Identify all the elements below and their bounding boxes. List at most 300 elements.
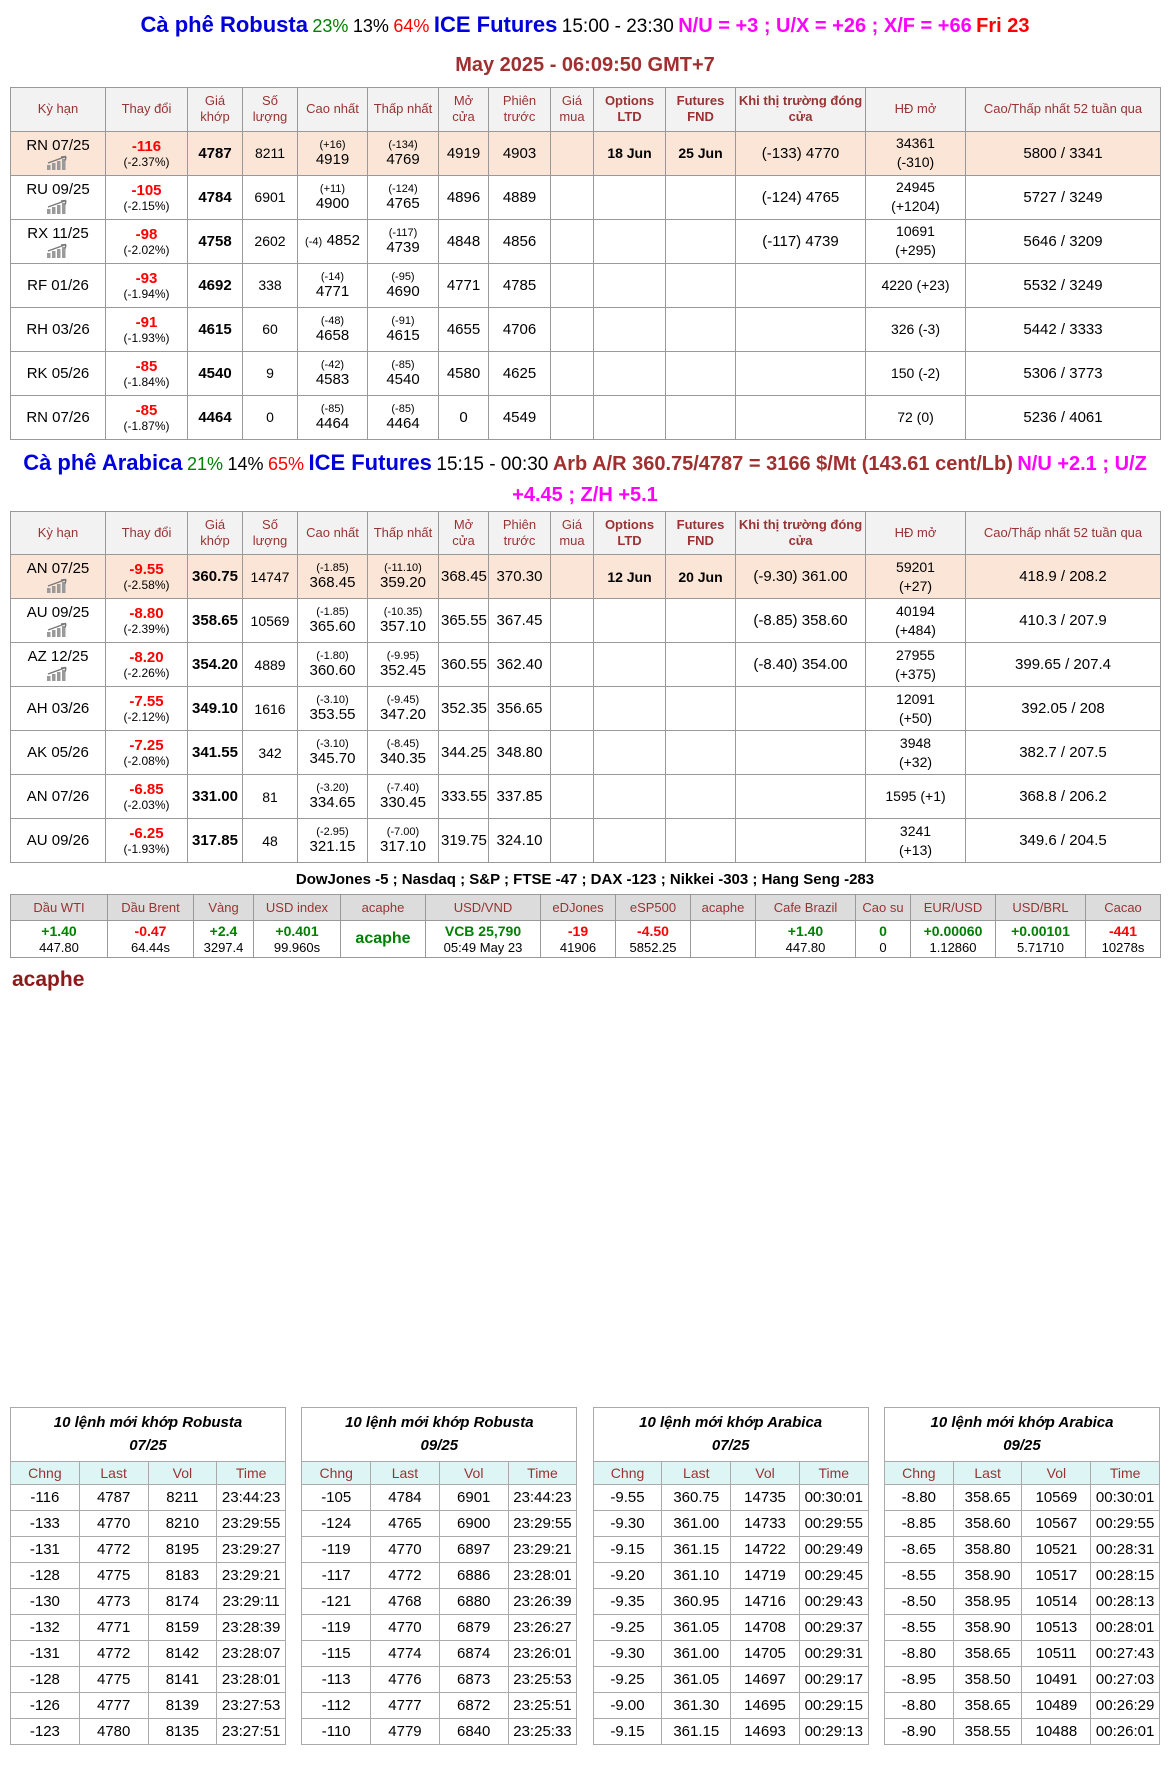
- open-cell: 333.55: [439, 775, 489, 819]
- last-cell: 4768: [371, 1589, 440, 1615]
- order-row: [884, 1667, 1159, 1693]
- order-row: [11, 1485, 286, 1511]
- chng-cell: -9.20: [593, 1563, 662, 1589]
- options-ltd-cell: [594, 175, 666, 219]
- time-cell: 23:29:55: [508, 1511, 577, 1537]
- range52-cell: 368.8 / 206.2: [966, 775, 1161, 819]
- arabica-pct-red: 65%: [267, 453, 304, 474]
- brand-cell: acaphe: [341, 921, 426, 958]
- order-row: [302, 1615, 577, 1641]
- futures-fnd-cell: [666, 687, 736, 731]
- robusta-pct-black: 13%: [352, 16, 389, 36]
- time-cell: 23:28:07: [217, 1641, 286, 1667]
- range52-cell: 382.7 / 207.5: [966, 731, 1161, 775]
- futures-header-row: [11, 88, 1161, 132]
- chng-cell: -110: [302, 1719, 371, 1745]
- column-header: Kỳ hạn: [11, 511, 106, 555]
- change-cell: -8.20 (-2.26%): [106, 643, 188, 687]
- open-interest-cell: 326 (-3): [866, 307, 966, 351]
- bid-cell: [551, 819, 594, 863]
- order-row: [302, 1485, 577, 1511]
- high-cell: (-4) 4852: [298, 219, 368, 263]
- column-header: Cao nhất: [298, 88, 368, 132]
- time-cell: 23:28:01: [217, 1667, 286, 1693]
- robusta-spreads: N/U = +3 ; U/X = +26 ; X/F = +66: [678, 15, 972, 37]
- volume-cell: 0: [243, 395, 298, 439]
- futures-fnd-cell: [666, 819, 736, 863]
- prev-session-cell: 367.45: [489, 599, 551, 643]
- last-cell: 358.90: [953, 1615, 1022, 1641]
- time-cell: 23:44:23: [508, 1485, 577, 1511]
- market-overview-table: [10, 894, 1161, 958]
- volume-cell: 14747: [243, 555, 298, 599]
- order-row: [884, 1511, 1159, 1537]
- chng-cell: -8.90: [884, 1719, 953, 1745]
- market-column-header: EUR/USD: [911, 895, 996, 921]
- chart-icon: [46, 666, 70, 681]
- chng-cell: -121: [302, 1589, 371, 1615]
- chng-cell: -124: [302, 1511, 371, 1537]
- vol-cell: 8159: [148, 1615, 217, 1641]
- order-row: [884, 1641, 1159, 1667]
- change-cell: -7.55 (-2.12%): [106, 687, 188, 731]
- futures-header-row: [11, 511, 1161, 555]
- datetime-label: May 2025 - 06:09:50 GMT+7: [455, 54, 715, 77]
- prev-session-cell: 4856: [489, 219, 551, 263]
- open-cell: 4848: [439, 219, 489, 263]
- change-cell: -9.55 (-2.58%): [106, 555, 188, 599]
- low-cell: (-8.45) 340.35: [368, 731, 439, 775]
- contract-cell: RK 05/26: [11, 351, 106, 395]
- column-header: Khi thị trường đóng cửa: [736, 511, 866, 555]
- vol-cell: 6873: [439, 1667, 508, 1693]
- chng-cell: -119: [302, 1537, 371, 1563]
- futures-fnd-cell: 20 Jun: [666, 555, 736, 599]
- chart-icon: [46, 578, 70, 593]
- change-cell: -7.25 (-2.08%): [106, 731, 188, 775]
- column-header: Kỳ hạn: [11, 88, 106, 132]
- market-column-header: USD index: [254, 895, 341, 921]
- open-cell: 352.35: [439, 687, 489, 731]
- chng-cell: -112: [302, 1693, 371, 1719]
- last-price-cell: 4464: [188, 395, 243, 439]
- time-cell: 23:26:27: [508, 1615, 577, 1641]
- prev-session-cell: 4889: [489, 175, 551, 219]
- low-cell: (-85) 4540: [368, 351, 439, 395]
- column-header: Cao nhất: [298, 511, 368, 555]
- order-row: [593, 1485, 868, 1511]
- market-value-cell: -4.50 5852.25: [616, 921, 691, 958]
- open-cell: 368.45: [439, 555, 489, 599]
- volume-cell: 2602: [243, 219, 298, 263]
- bid-cell: [551, 219, 594, 263]
- order-row: [593, 1667, 868, 1693]
- chart-icon: [46, 243, 70, 258]
- open-cell: 319.75: [439, 819, 489, 863]
- high-cell: (-3.10) 353.55: [298, 687, 368, 731]
- time-cell: 00:26:29: [1091, 1693, 1160, 1719]
- prev-session-cell: 4625: [489, 351, 551, 395]
- volume-cell: 9: [243, 351, 298, 395]
- chng-cell: -9.00: [593, 1693, 662, 1719]
- market-values-row: [11, 921, 1161, 958]
- brand-label: acaphe: [12, 968, 85, 992]
- arabica-header: [10, 446, 1160, 511]
- vol-cell: 8195: [148, 1537, 217, 1563]
- order-table-title: 10 lệnh mới khớp Robusta 09/25: [302, 1408, 577, 1462]
- chng-cell: -133: [11, 1511, 80, 1537]
- last-price-cell: 4615: [188, 307, 243, 351]
- range52-cell: 5532 / 3249: [966, 263, 1161, 307]
- vol-cell: 10488: [1022, 1719, 1091, 1745]
- prev-session-cell: 348.80: [489, 731, 551, 775]
- column-header: Thay đổi: [106, 511, 188, 555]
- vol-cell: 6886: [439, 1563, 508, 1589]
- column-header: Giá mua: [551, 88, 594, 132]
- open-cell: 365.55: [439, 599, 489, 643]
- market-close-cell: [736, 351, 866, 395]
- high-cell: (-1.80) 360.60: [298, 643, 368, 687]
- options-ltd-cell: [594, 599, 666, 643]
- vol-cell: 6872: [439, 1693, 508, 1719]
- volume-cell: 338: [243, 263, 298, 307]
- time-cell: 00:28:31: [1091, 1537, 1160, 1563]
- order-row: [11, 1537, 286, 1563]
- arabica-pct-black: 14%: [227, 453, 264, 474]
- order-table: [884, 1407, 1160, 1745]
- range52-cell: 392.05 / 208: [966, 687, 1161, 731]
- market-column-header: USD/VND: [426, 895, 541, 921]
- options-ltd-cell: 18 Jun: [594, 131, 666, 175]
- high-cell: (-3.20) 334.65: [298, 775, 368, 819]
- column-header: Cao/Thấp nhất 52 tuần qua: [966, 511, 1161, 555]
- last-cell: 4779: [371, 1719, 440, 1745]
- vol-cell: 8139: [148, 1693, 217, 1719]
- robusta-pct-green: 23%: [312, 16, 349, 36]
- order-column-header: Vol: [731, 1462, 800, 1485]
- volume-cell: 81: [243, 775, 298, 819]
- last-cell: 4777: [371, 1693, 440, 1719]
- contract-cell: RX 11/25: [11, 219, 106, 263]
- chng-cell: -113: [302, 1667, 371, 1693]
- high-cell: (-14) 4771: [298, 263, 368, 307]
- robusta-exchange-label: ICE Futures: [433, 12, 558, 37]
- chng-cell: -8.80: [884, 1641, 953, 1667]
- market-value-cell: -441 10278s: [1086, 921, 1161, 958]
- open-interest-cell: 27955 (+375): [866, 643, 966, 687]
- market-close-cell: [736, 395, 866, 439]
- last-cell: 358.50: [953, 1667, 1022, 1693]
- last-cell: 4770: [371, 1615, 440, 1641]
- last-cell: 360.75: [662, 1485, 731, 1511]
- open-interest-cell: 4220 (+23): [866, 263, 966, 307]
- chng-cell: -9.35: [593, 1589, 662, 1615]
- time-cell: 00:29:13: [799, 1719, 868, 1745]
- order-row: [11, 1589, 286, 1615]
- open-cell: 4896: [439, 175, 489, 219]
- high-cell: (-85) 4464: [298, 395, 368, 439]
- range52-cell: 5646 / 3209: [966, 219, 1161, 263]
- options-ltd-cell: [594, 219, 666, 263]
- high-cell: (-1.85) 368.45: [298, 555, 368, 599]
- low-cell: (-91) 4615: [368, 307, 439, 351]
- arabica-trading-hours: 15:15 - 00:30: [436, 453, 549, 475]
- low-cell: (-134) 4769: [368, 131, 439, 175]
- last-cell: 361.00: [662, 1511, 731, 1537]
- time-cell: 23:28:39: [217, 1615, 286, 1641]
- vol-cell: 14705: [731, 1641, 800, 1667]
- prev-session-cell: 4903: [489, 131, 551, 175]
- last-cell: 4770: [371, 1537, 440, 1563]
- high-cell: (+16) 4919: [298, 131, 368, 175]
- market-close-cell: [736, 263, 866, 307]
- column-header: HĐ mở: [866, 88, 966, 132]
- chng-cell: -9.30: [593, 1511, 662, 1537]
- vol-cell: 10514: [1022, 1589, 1091, 1615]
- high-cell: (-1.85) 365.60: [298, 599, 368, 643]
- open-cell: 4580: [439, 351, 489, 395]
- last-cell: 4776: [371, 1667, 440, 1693]
- chng-cell: -128: [11, 1667, 80, 1693]
- futures-row: [11, 219, 1161, 263]
- last-price-cell: 331.00: [188, 775, 243, 819]
- last-price-cell: 4784: [188, 175, 243, 219]
- column-header: Khi thị trường đóng cửa: [736, 88, 866, 132]
- open-cell: 4655: [439, 307, 489, 351]
- column-header: Số lượng: [243, 511, 298, 555]
- order-column-header: Last: [371, 1462, 440, 1485]
- time-cell: 23:26:01: [508, 1641, 577, 1667]
- order-column-header: Time: [217, 1462, 286, 1485]
- time-cell: 23:28:01: [508, 1563, 577, 1589]
- high-cell: (-42) 4583: [298, 351, 368, 395]
- prev-session-cell: 356.65: [489, 687, 551, 731]
- chng-cell: -8.95: [884, 1667, 953, 1693]
- market-close-cell: [736, 307, 866, 351]
- time-cell: 23:25:53: [508, 1667, 577, 1693]
- order-row: [593, 1589, 868, 1615]
- change-cell: -105 (-2.15%): [106, 175, 188, 219]
- options-ltd-cell: [594, 351, 666, 395]
- range52-cell: 5800 / 3341: [966, 131, 1161, 175]
- time-cell: 00:29:55: [1091, 1511, 1160, 1537]
- low-cell: (-7.00) 317.10: [368, 819, 439, 863]
- chng-cell: -8.80: [884, 1693, 953, 1719]
- market-column-header: eSP500: [616, 895, 691, 921]
- spacer: [10, 992, 1160, 1407]
- market-value-cell: +0.00101 5.71710: [996, 921, 1086, 958]
- time-cell: 00:29:31: [799, 1641, 868, 1667]
- last-cell: 360.95: [662, 1589, 731, 1615]
- last-price-cell: 354.20: [188, 643, 243, 687]
- bid-cell: [551, 643, 594, 687]
- chng-cell: -8.85: [884, 1511, 953, 1537]
- last-cell: 361.15: [662, 1719, 731, 1745]
- chng-cell: -117: [302, 1563, 371, 1589]
- change-cell: -85 (-1.87%): [106, 395, 188, 439]
- contract-cell: AN 07/26: [11, 775, 106, 819]
- vol-cell: 14695: [731, 1693, 800, 1719]
- vol-cell: 14716: [731, 1589, 800, 1615]
- high-cell: (-3.10) 345.70: [298, 731, 368, 775]
- high-cell: (-2.95) 321.15: [298, 819, 368, 863]
- chng-cell: -9.25: [593, 1615, 662, 1641]
- column-header: Thấp nhất: [368, 88, 439, 132]
- last-cell: 358.60: [953, 1511, 1022, 1537]
- chng-cell: -115: [302, 1641, 371, 1667]
- time-cell: 23:29:21: [217, 1563, 286, 1589]
- order-header-row: [11, 1462, 286, 1485]
- order-column-header: Chng: [11, 1462, 80, 1485]
- last-cell: 4770: [79, 1511, 148, 1537]
- time-cell: 00:26:01: [1091, 1719, 1160, 1745]
- column-header: Futures FND: [666, 511, 736, 555]
- time-cell: 00:29:45: [799, 1563, 868, 1589]
- time-cell: 00:29:15: [799, 1693, 868, 1719]
- futures-row: [11, 131, 1161, 175]
- futures-row: [11, 643, 1161, 687]
- contract-cell: AK 05/26: [11, 731, 106, 775]
- vol-cell: 14722: [731, 1537, 800, 1563]
- market-value-cell: -0.47 64.44s: [108, 921, 194, 958]
- options-ltd-cell: [594, 687, 666, 731]
- change-cell: -91 (-1.93%): [106, 307, 188, 351]
- order-column-header: Time: [508, 1462, 577, 1485]
- column-header: Giá khớp: [188, 511, 243, 555]
- range52-cell: 399.65 / 207.4: [966, 643, 1161, 687]
- volume-cell: 6901: [243, 175, 298, 219]
- futures-row: [11, 819, 1161, 863]
- chng-cell: -8.55: [884, 1563, 953, 1589]
- open-interest-cell: 10691 (+295): [866, 219, 966, 263]
- range52-cell: 418.9 / 208.2: [966, 555, 1161, 599]
- contract-cell: RU 09/25: [11, 175, 106, 219]
- bid-cell: [551, 395, 594, 439]
- last-cell: 4773: [79, 1589, 148, 1615]
- chng-cell: -9.15: [593, 1537, 662, 1563]
- last-cell: 358.65: [953, 1485, 1022, 1511]
- vol-cell: 10521: [1022, 1537, 1091, 1563]
- bid-cell: [551, 731, 594, 775]
- last-price-cell: 4692: [188, 263, 243, 307]
- chng-cell: -9.25: [593, 1667, 662, 1693]
- order-row: [11, 1563, 286, 1589]
- column-header: Options LTD: [594, 88, 666, 132]
- low-cell: (-10.35) 357.10: [368, 599, 439, 643]
- futures-fnd-cell: [666, 307, 736, 351]
- last-cell: 4775: [79, 1563, 148, 1589]
- low-cell: (-95) 4690: [368, 263, 439, 307]
- open-interest-cell: 59201 (+27): [866, 555, 966, 599]
- time-cell: 23:25:51: [508, 1693, 577, 1719]
- order-row: [884, 1537, 1159, 1563]
- options-ltd-cell: [594, 307, 666, 351]
- chng-cell: -9.55: [593, 1485, 662, 1511]
- last-cell: 4775: [79, 1667, 148, 1693]
- futures-fnd-cell: 25 Jun: [666, 131, 736, 175]
- open-cell: 360.55: [439, 643, 489, 687]
- last-cell: 4765: [371, 1511, 440, 1537]
- options-ltd-cell: [594, 819, 666, 863]
- time-cell: 00:28:13: [1091, 1589, 1160, 1615]
- last-cell: 4774: [371, 1641, 440, 1667]
- chng-cell: -128: [11, 1563, 80, 1589]
- volume-cell: 48: [243, 819, 298, 863]
- time-cell: 00:29:43: [799, 1589, 868, 1615]
- volume-cell: 8211: [243, 131, 298, 175]
- change-cell: -85 (-1.84%): [106, 351, 188, 395]
- vol-cell: 14693: [731, 1719, 800, 1745]
- last-cell: 361.30: [662, 1693, 731, 1719]
- order-row: [884, 1693, 1159, 1719]
- last-cell: 4784: [371, 1485, 440, 1511]
- order-row: [302, 1563, 577, 1589]
- futures-fnd-cell: [666, 599, 736, 643]
- low-cell: (-124) 4765: [368, 175, 439, 219]
- market-value-cell: +0.401 99.960s: [254, 921, 341, 958]
- time-cell: 23:26:39: [508, 1589, 577, 1615]
- time-cell: 00:28:01: [1091, 1615, 1160, 1641]
- futures-row: [11, 175, 1161, 219]
- order-column-header: Vol: [148, 1462, 217, 1485]
- time-cell: 23:29:11: [217, 1589, 286, 1615]
- market-column-header: Dầu Brent: [108, 895, 194, 921]
- arabica-spreads: N/U +2.1 ; U/Z +4.45 ; Z/H +5.1: [512, 452, 1147, 506]
- order-row: [302, 1511, 577, 1537]
- order-row: [11, 1693, 286, 1719]
- order-column-header: Time: [1091, 1462, 1160, 1485]
- low-cell: (-85) 4464: [368, 395, 439, 439]
- options-ltd-cell: [594, 263, 666, 307]
- time-cell: 00:27:03: [1091, 1667, 1160, 1693]
- last-price-cell: 317.85: [188, 819, 243, 863]
- chng-cell: -126: [11, 1693, 80, 1719]
- chart-icon: [46, 199, 70, 214]
- market-column-header: USD/BRL: [996, 895, 1086, 921]
- last-cell: 361.10: [662, 1563, 731, 1589]
- vol-cell: 10489: [1022, 1693, 1091, 1719]
- futures-fnd-cell: [666, 175, 736, 219]
- bid-cell: [551, 175, 594, 219]
- vol-cell: 8141: [148, 1667, 217, 1693]
- last-cell: 4772: [371, 1563, 440, 1589]
- last-price-cell: 360.75: [188, 555, 243, 599]
- time-cell: 23:29:27: [217, 1537, 286, 1563]
- market-close-cell: (-8.85) 358.60: [736, 599, 866, 643]
- order-row: [302, 1589, 577, 1615]
- last-price-cell: 341.55: [188, 731, 243, 775]
- futures-fnd-cell: [666, 395, 736, 439]
- robusta-trading-hours: 15:00 - 23:30: [561, 16, 674, 37]
- order-column-header: Vol: [439, 1462, 508, 1485]
- last-price-cell: 4540: [188, 351, 243, 395]
- column-header: Giá khớp: [188, 88, 243, 132]
- market-close-cell: [736, 687, 866, 731]
- open-interest-cell: 150 (-2): [866, 351, 966, 395]
- open-interest-cell: 1595 (+1): [866, 775, 966, 819]
- market-column-header: Cao su: [856, 895, 911, 921]
- open-cell: 4919: [439, 131, 489, 175]
- recent-orders-section: [10, 1407, 1160, 1745]
- order-row: [11, 1641, 286, 1667]
- change-cell: -8.80 (-2.39%): [106, 599, 188, 643]
- change-cell: -6.85 (-2.03%): [106, 775, 188, 819]
- contract-cell: AZ 12/25: [11, 643, 106, 687]
- options-ltd-cell: [594, 395, 666, 439]
- order-table: [10, 1407, 286, 1745]
- chng-cell: -8.65: [884, 1537, 953, 1563]
- futures-row: [11, 307, 1161, 351]
